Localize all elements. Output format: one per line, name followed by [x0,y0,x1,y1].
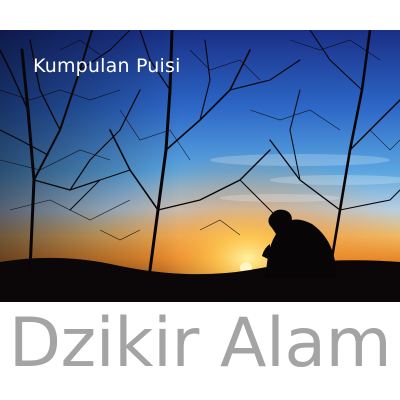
series-label: Kumpulan Puisi [33,55,181,77]
book-title: Dzikir Alam [8,304,392,383]
